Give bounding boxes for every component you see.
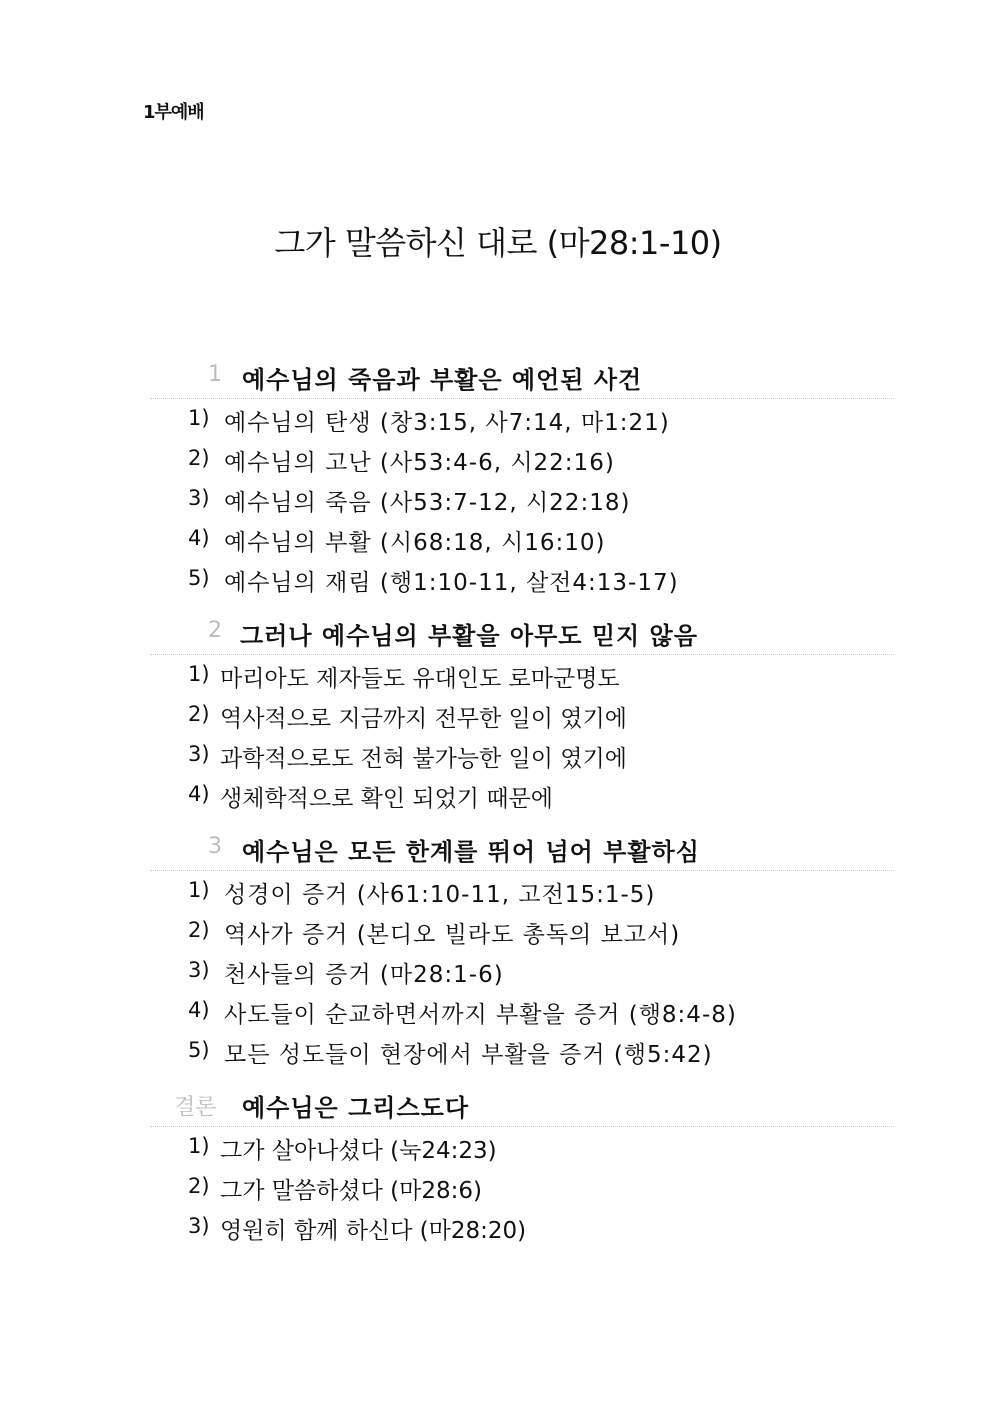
section-number: 3 — [208, 834, 222, 859]
item-number: 5) — [188, 1038, 210, 1062]
item-number: 2) — [188, 1174, 210, 1198]
item-number: 4) — [188, 782, 210, 806]
list-item — [150, 695, 894, 735]
point-list — [150, 399, 894, 599]
list-item — [150, 911, 894, 951]
section-number: 2 — [208, 618, 222, 643]
item-text: 성경이 증거 (사61:10-11, 고전15:1-5) — [224, 882, 656, 908]
item-number: 3) — [188, 958, 210, 982]
section-1 — [150, 358, 894, 599]
item-text: 예수님의 재림 (행1:10-11, 살전4:13-17) — [224, 570, 679, 596]
list-item — [150, 559, 894, 599]
item-text: 역사가 증거 (본디오 빌라도 총독의 보고서) — [224, 922, 681, 948]
section-header — [150, 830, 894, 871]
item-number: 4) — [188, 526, 210, 550]
list-item — [150, 871, 894, 911]
item-text: 예수님의 부활 (시68:18, 시16:10) — [224, 530, 606, 556]
item-number: 2) — [188, 702, 210, 726]
section-header — [150, 1086, 894, 1127]
item-text: 예수님의 고난 (사53:4-6, 시22:16) — [224, 450, 615, 476]
item-text: 예수님의 죽음 (사53:7-12, 시22:18) — [224, 490, 631, 516]
item-text: 역사적으로 지금까지 전무한 일이 였기에 — [220, 706, 627, 732]
item-number: 5) — [188, 566, 210, 590]
section-number: 1 — [208, 362, 222, 387]
section-conclusion — [150, 1086, 894, 1247]
list-item — [150, 519, 894, 559]
item-text: 마리아도 제자들도 유대인도 로마군명도 — [220, 666, 620, 692]
item-number: 4) — [188, 998, 210, 1022]
sermon-title: 그가 말씀하신 대로 (마28:1-10) — [274, 224, 722, 262]
section-3 — [150, 830, 894, 1071]
list-item — [150, 1167, 894, 1207]
item-text: 예수님의 탄생 (창3:15, 사7:14, 마1:21) — [224, 410, 670, 436]
list-item — [150, 1207, 894, 1247]
service-label: 1부예배 — [143, 102, 204, 123]
item-text: 모든 성도들이 현장에서 부활을 증거 (행5:42) — [224, 1042, 713, 1068]
item-text: 그가 말씀하셨다 (마28:6) — [220, 1178, 482, 1204]
item-text: 영원히 함께 하신다 (마28:20) — [220, 1218, 527, 1244]
section-2 — [150, 614, 894, 815]
list-item — [150, 439, 894, 479]
item-text: 사도들이 순교하면서까지 부활을 증거 (행8:4-8) — [224, 1002, 737, 1028]
item-text: 그가 살아나셨다 (눅24:23) — [220, 1138, 497, 1164]
item-number: 3) — [188, 486, 210, 510]
item-text: 과학적으로도 전혀 불가능한 일이 였기에 — [220, 746, 627, 772]
list-item — [150, 951, 894, 991]
point-list — [150, 655, 894, 815]
item-number: 1) — [188, 878, 210, 902]
item-text: 천사들의 증거 (마28:1-6) — [224, 962, 504, 988]
list-item — [150, 991, 894, 1031]
list-item — [150, 735, 894, 775]
item-number: 1) — [188, 662, 210, 686]
item-number: 2) — [188, 918, 210, 942]
section-heading: 예수님의 죽음과 부활은 예언된 사건 — [242, 366, 643, 394]
item-text: 생체학적으로 확인 되었기 때문에 — [220, 786, 553, 812]
section-heading: 그러나 예수님의 부활을 아무도 믿지 않음 — [240, 622, 698, 650]
item-number: 1) — [188, 406, 210, 430]
point-list — [150, 1127, 894, 1247]
section-header — [150, 614, 894, 655]
section-heading: 예수님은 그리스도다 — [242, 1094, 470, 1122]
section-number: 결론 — [174, 1095, 217, 1120]
section-heading: 예수님은 모든 한계를 뛰어 넘어 부활하심 — [242, 838, 700, 866]
item-number: 2) — [188, 446, 210, 470]
item-number: 3) — [188, 742, 210, 766]
list-item — [150, 775, 894, 815]
item-number: 1) — [188, 1134, 210, 1158]
item-number: 3) — [188, 1214, 210, 1238]
section-header — [150, 358, 894, 399]
point-list — [150, 871, 894, 1071]
list-item — [150, 399, 894, 439]
list-item — [150, 1127, 894, 1167]
list-item — [150, 479, 894, 519]
list-item — [150, 655, 894, 695]
list-item — [150, 1031, 894, 1071]
